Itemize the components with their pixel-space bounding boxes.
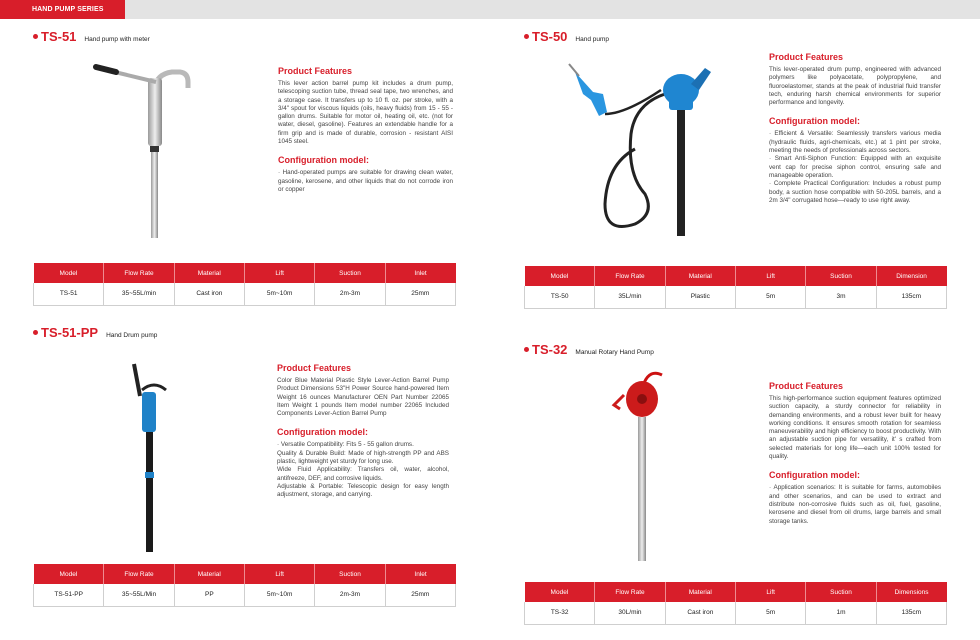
ts51-td-lift: 5m~10m [244,283,314,305]
ts50-config-item-2: · Smart Anti-Siphon Function: Equipped with an exquisite vent cap for precise siphon control, ensuring safe and manageable operation. [769,155,941,179]
ts51-features-title: Product Features [278,66,353,76]
ts50-features-title: Product Features [769,52,844,62]
series-tab: HAND PUMP SERIES [0,0,125,19]
bullet-dot-icon [33,330,38,335]
table-row [525,602,947,624]
ts51-td-inlet: 25mm [385,283,455,305]
ts50-config-item-3: · Complete Practical Configuration: Includes a robust pump body, a suction hose compatible with 50-205L barrels, and a 2m 3/4" corrugated hose—ready to use right away. [769,180,941,204]
ts51pp-td-flow: 35~55L/Min [104,584,174,606]
ts32-td-lift: 5m [735,602,805,624]
table-row [525,286,947,308]
ts32-td-suction: 1m [806,602,876,624]
ts51pp-table-header [34,564,456,584]
ts51pp-config-item-4: Adjustable & Portable: Telescopic design for easy length adjustment, storage, and carrying. [277,482,449,499]
ts51-td-suction: 2m-3m [315,283,385,305]
ts50-config-title: Configuration model: [769,116,860,127]
ts50-subtitle: Hand pump [575,36,610,43]
ts32-th-flow: Flow Rate [595,582,665,602]
ts51pp-th-inlet: Inlet [385,564,455,584]
ts51pp-config-item-1: · Versatile Compatibility: Fits 5 - 55 gallon drums. [277,441,414,449]
ts50-heading [524,29,609,44]
ts51pp-pump-image [120,360,180,556]
ts51-th-flow: Flow Rate [104,263,174,283]
ts32-td-material: Cast iron [665,602,735,624]
ts51-model-title: TS-51 [41,29,77,44]
ts51-table-header [34,263,456,283]
table-row [34,584,456,606]
ts51pp-config-item-2: Quality & Durable Build: Made of high-strength PP and ABS plastic, lightweight yet sturdy for long use. [277,449,449,466]
ts51-pump-image [88,56,198,248]
ts32-config-title: Configuration model: [769,470,860,481]
ts51pp-td-inlet: 25mm [385,584,455,606]
ts50-th-flow: Flow Rate [595,266,665,286]
ts50-config-item-1: · Efficient & Versatile: Seamlessly transfers various media (hydraulic fluids, agri-chemicals, etc.) at 1 pint per stroke, meeting the needs of professionals across sectors. [769,130,941,155]
ts50-th-material: Material [665,266,735,286]
ts50-model-title: TS-50 [532,29,568,44]
ts51pp-model-title: TS-51-PP [41,325,99,340]
ts50-td-dimension: 135cm [876,286,946,308]
top-bar [0,0,980,19]
ts50-td-model: TS-50 [525,286,595,308]
ts51pp-th-flow: Flow Rate [104,564,174,584]
ts50-td-suction: 3m [806,286,876,308]
ts32-spec-table [524,582,947,625]
ts32-th-dimensions: Dimensions [876,582,946,602]
ts32-pump-image [610,365,680,565]
ts51pp-features-title: Product Features [277,363,352,373]
ts51-th-material: Material [174,263,244,283]
ts32-model-title: TS-32 [532,342,568,357]
ts50-td-lift: 5m [735,286,805,308]
ts51pp-config-title: Configuration model: [277,427,368,438]
ts50-th-lift: Lift [735,266,805,286]
ts50-th-model: Model [525,266,595,286]
ts51-config-title: Configuration model: [278,155,369,166]
ts32-features-title: Product Features [769,381,844,391]
ts51pp-td-lift: 5m~10m [244,584,314,606]
ts50-td-flow: 35L/min [595,286,665,308]
ts51-td-material: Cast iron [174,283,244,305]
bullet-dot-icon [524,347,529,352]
ts51-features-text: This lever action barrel pump kit includes a drum pump, telescoping suction tube, thread seal tape, two wrenches, and a storage case. It transfers up to 10 fl. oz. per stroke, with a 3/4" spout for viscous liquids (oils, heavy fluids) from 15 - 55 - gallon drums. Suitable for motor oil, heating oil, etc. (not for water, diesel, gasoline). Features an extendable handle for a firm grip and is made of durable, corrosion - resistant AISI 1045 steel. [278,80,453,146]
ts51-description [278,66,453,194]
ts32-table-header [525,582,947,602]
ts51-th-model: Model [34,263,104,283]
ts51-td-flow: 35~55L/min [104,283,174,305]
ts50-table-header [525,266,947,286]
ts50-pump-image [565,54,725,244]
ts51pp-config-item-3: Wide Fluid Applicability: Transfers oil, water, alcohol, antifreeze, DEF, and corrosive liquids. [277,466,449,482]
ts51pp-td-suction: 2m-3m [315,584,385,606]
ts32-th-suction: Suction [806,582,876,602]
ts50-th-dimension: Dimension [876,266,946,286]
ts51-config-item: · Hand-operated pumps are suitable for drawing clean water, gasoline, kerosene, and other liquids that do not corrode iron or copper [278,169,453,193]
ts32-heading [524,342,654,357]
ts51pp-th-lift: Lift [244,564,314,584]
ts32-subtitle: Manual Rotary Hand Pump [575,349,654,356]
ts51-th-suction: Suction [315,263,385,283]
table-row [34,283,456,305]
ts50-description [769,52,941,205]
ts32-td-dimensions: 135cm [876,602,946,624]
ts51pp-heading [33,325,157,340]
ts32-th-material: Material [665,582,735,602]
ts32-features-text: This high-performance suction equipment features optimized suction capacity, a sturdy connector for reliability in demanding environments, and a robust lever built for heavy working conditions. It ensures smooth rotation for seamless maneuverability and high efficiency to boost productivity. With an adjustable suction pipe for versatility, it' s crafted from selected materials for long life—each unit 100% tested for quality. [769,395,941,461]
ts51pp-description [277,363,449,500]
ts51pp-td-model: TS-51-PP [34,584,104,606]
ts51-subtitle: Hand pump with meter [84,36,150,43]
ts32-th-lift: Lift [735,582,805,602]
bullet-dot-icon [524,34,529,39]
bullet-dot-icon [33,34,38,39]
ts32-config-item: · Application scenarios: It is suitable for farms, automobiles and other scenarios, and can be used to extract and distribute non-corrosive fluids such as oil, fuel, gasoline, kerosene and diesel from oil drums, large barrels and small storage tanks. [769,484,941,525]
ts51-th-inlet: Inlet [385,263,455,283]
ts51-td-model: TS-51 [34,283,104,305]
ts51-heading [33,29,150,44]
ts51-th-lift: Lift [244,263,314,283]
ts50-spec-table [524,266,947,309]
ts51pp-th-model: Model [34,564,104,584]
ts51pp-th-material: Material [174,564,244,584]
ts51pp-th-suction: Suction [315,564,385,584]
ts50-features-text: This lever-operated drum pump, engineered with advanced polymers like polyacetate, polypropylene, and fluoroelastomer, stands at the peak of industrial fluid transfer tech, enduring harsh chemical environments for superior performance and longevity. [769,66,941,107]
ts51-spec-table [33,263,456,306]
ts32-td-model: TS-32 [525,602,595,624]
ts50-td-material: Plastic [665,286,735,308]
ts51pp-subtitle: Hand Drum pump [106,332,158,339]
ts32-td-flow: 30L/min [595,602,665,624]
ts51pp-spec-table [33,564,456,607]
ts32-description [769,381,941,526]
ts51pp-features-text: Color Blue Material Plastic Style Lever-Action Barrel Pump Product Dimensions 53"H Power Source hand-powered Item Weight 16 ounces Manufacturer OEN Part Number 22065 Item Weight 1 pounds Item model number 22065 Included Components Lever-Action Barrel Pump [277,377,449,418]
ts51pp-td-material: PP [174,584,244,606]
ts50-th-suction: Suction [806,266,876,286]
ts32-th-model: Model [525,582,595,602]
